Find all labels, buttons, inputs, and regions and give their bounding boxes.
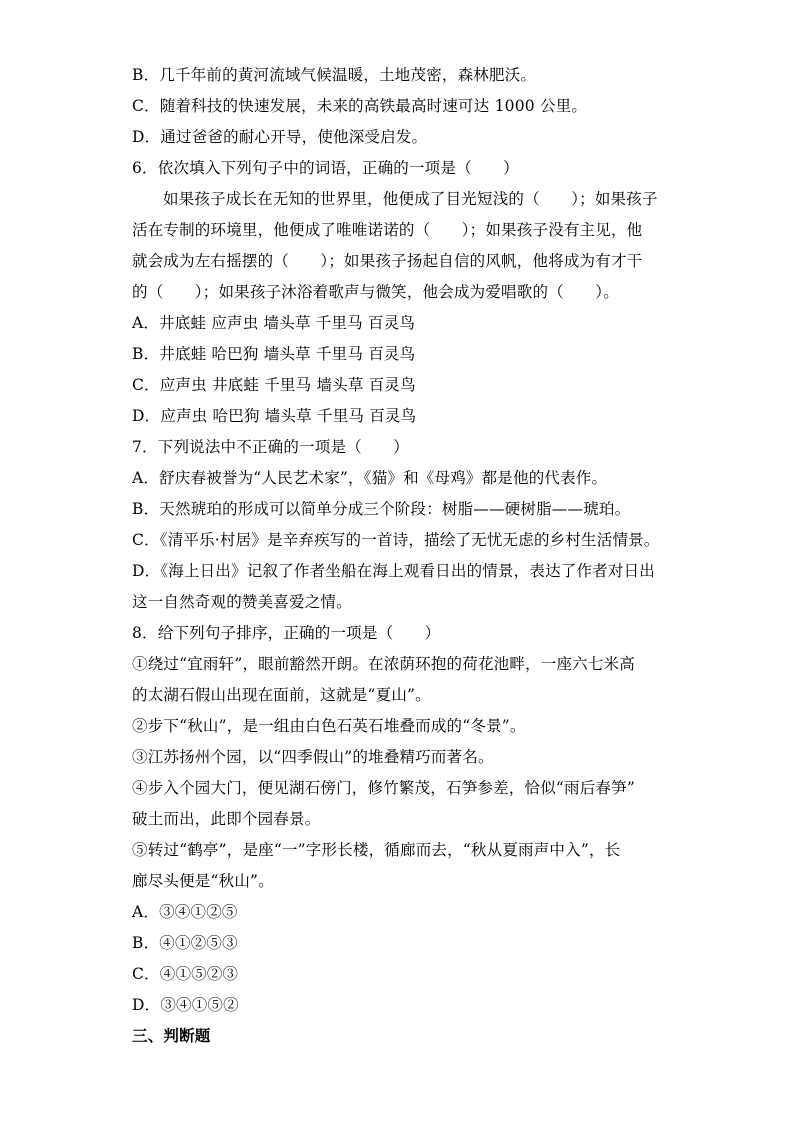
- q8-option-a: A．③④①②⑤: [132, 903, 238, 921]
- q8-option-c: C．④①⑤②③: [132, 965, 239, 983]
- q8-option-b: B．④①②⑤③: [132, 934, 238, 952]
- q8-option-d: D．③④①⑤②: [132, 996, 239, 1014]
- q8-sentence-3: ③江苏扬州个园，以“四季假山”的堆叠精巧而著名。: [132, 748, 494, 766]
- q6-option-c: C．应声虫 井底蛙 千里马 墙头草 百灵鸟: [132, 376, 416, 394]
- q5-option-d: D．通过爸爸的耐心开导，使他深受启发。: [132, 128, 428, 146]
- q6-passage-line-2: 活在专制的环境里，他便成了唯唯诺诺的（ ）；如果孩子没有主见，他: [132, 221, 643, 239]
- q6-passage-line-4: 的（ ）；如果孩子沐浴着歌声与微笑，他会成为爱唱歌的（ ）。: [132, 283, 619, 301]
- q7-option-d: D．《海上日出》记叙了作者坐船在海上观看日出的情景，表达了作者对日出: [132, 562, 655, 580]
- q6-stem: 6．依次填入下列句子中的词语，正确的一项是（ ）: [132, 159, 519, 177]
- q8-sentence-1: ①绕过“宜雨轩”，眼前豁然开朗。在浓荫环抱的荷花池畔，一座六七米高: [132, 655, 635, 673]
- q6-passage-line-3: 就会成为左右摇摆的（ ）；如果孩子扬起自信的风帆，他将成为有才干: [132, 252, 643, 270]
- q7-option-a: A．舒庆春被誉为“人民艺术家”，《猫》和《母鸡》都是他的代表作。: [132, 469, 608, 487]
- q7-stem: 7．下列说法中不正确的一项是（ ）: [132, 438, 409, 456]
- q5-option-c: C．随着科技的快速发展，未来的高铁最高时速可达 1000 公里。: [132, 97, 588, 115]
- document-page: [132, 60, 672, 1052]
- q8-sentence-2: ②步下“秋山”，是一组由白色石英石堆叠而成的“冬景”。: [132, 717, 526, 735]
- q6-passage-line-1: 如果孩子成长在无知的世界里，他便成了目光短浅的（ ）；如果孩子: [163, 190, 658, 208]
- q8-sentence-5-cont: 廊尽头便是“秋山”。: [132, 872, 274, 890]
- q5-option-b: B．几千年前的黄河流域气候温暖，土地茂密，森林肥沃。: [132, 66, 537, 84]
- q8-sentence-5: ⑤转过“鹤亭”，是座“一”字形长楼，循廊而去，“秋从夏雨声中入”，长: [132, 841, 621, 859]
- q7-option-d-cont: 这一自然奇观的赞美喜爱之情。: [132, 593, 352, 611]
- q8-stem: 8．给下列句子排序，正确的一项是（ ）: [132, 624, 441, 642]
- q7-option-b: B．天然琥珀的形成可以简单分成三个阶段：树脂——硬树脂——琥珀。: [132, 500, 631, 518]
- q8-sentence-4-cont: 破土而出，此即个园春景。: [132, 810, 321, 828]
- section-heading-judgment: 三、判断题: [132, 1027, 211, 1045]
- q6-option-a: A．井底蛙 应声虫 墙头草 千里马 百灵鸟: [132, 314, 416, 332]
- q6-option-d: D．应声虫 哈巴狗 墙头草 千里马 百灵鸟: [132, 407, 417, 425]
- q7-option-c: C．《清平乐·村居》是辛弃疾写的一首诗，描绘了无忧无虑的乡村生活情景。: [132, 531, 660, 549]
- q8-sentence-4: ④步入个园大门，便见湖石傍门，修竹繁茂，石笋参差，恰似“雨后春笋”: [132, 779, 635, 797]
- q6-option-b: B．井底蛙 哈巴狗 墙头草 千里马 百灵鸟: [132, 345, 416, 363]
- q8-sentence-1-cont: 的太湖石假山出现在面前，这就是“夏山”。: [132, 686, 431, 704]
